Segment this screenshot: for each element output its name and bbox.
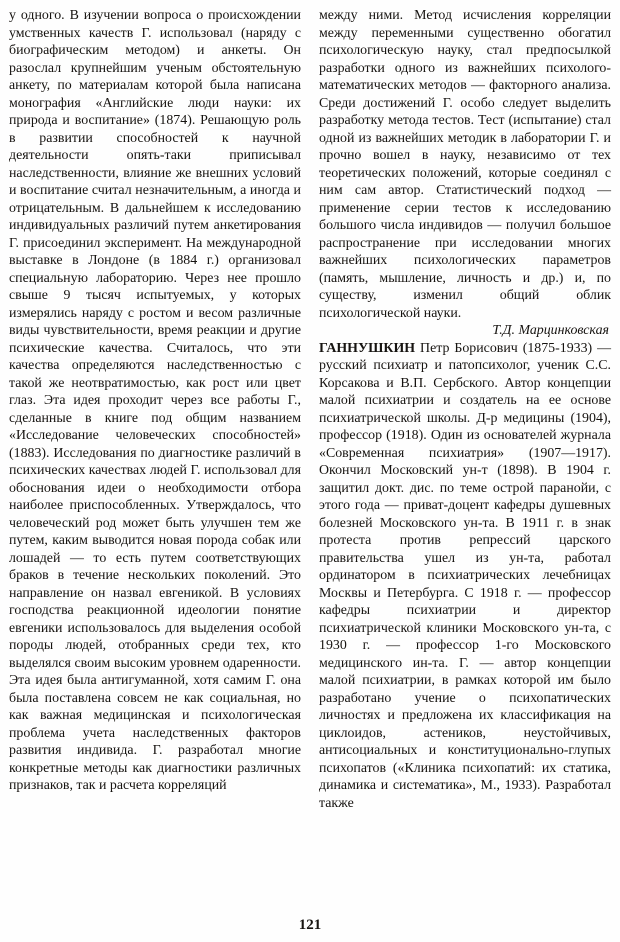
entry-headword: ГАННУШКИН	[319, 340, 416, 356]
page-number: 121	[298, 917, 322, 933]
article-galton-end: между ними. Метод исчисления корреляции между переменными существенно обогатил психологическую науку, стал предпосылкой разработки одного из важнейших психолого-математических методов — факторного анализа. Среди достижений Г. особо следует выделить разработку метода тестов. Тест (испытание) стал одной из важнейших методик в лаборатории Г. и прочно вошел в науку, независимо от тех теоретических положений, которые соединял с ним сам автор. Статистический подход — применение серии тестов к исследованию большого числа индивидов — получил большое распространение при исследовании многих важнейших психологических параметров (память, мышление, личность и др.) и, по существу, изменил общий облик психологической науки.	[319, 8, 611, 321]
left-column	[9, 7, 301, 812]
entry-gannushkin	[319, 340, 611, 813]
author-signature: Т.Д. Марцинковская	[492, 323, 609, 338]
text-columns	[9, 7, 611, 812]
entry-body: Петр Борисович (1875-1933) — русский психиатр и патопсихолог, ученик С.С. Корсакова и В.П. Сербского. Автор концепции малой психиатрии и создатель на ее основе психиатрической школы. Д-р медицины (1904), профессор (1918). Один из основателей журнала «Современная психиатрия» (1907—1917). Окончил Московский ун-т (1898). В 1904 г. защитил докт. дис. по теме острой паранойи, с этого года — приват-доцент кафедры душевных болезней Московского ун-та. В 1911 г. в знак протеста против репрессий царского правительства ушел из ун-та, работал ординатором в психиатрических лечебницах Москвы и Петербурга. С 1918 г. — профессор кафедры психиатрии и директор психиатрической клиники Московского ун-та, с 1930 г. — профессор 1-го Московского медицинского ин-та. Г. — автор концепции малой психиатрии, в рамках которой им было разработано учение о психопатических личностях и предложена их классификация на циклоидов, астеников, неустойчивых, антисоциальных и конституционально-глупых психопатов («Клиника психопатий: их статика, динамика и систематика», М., 1933). Разработал также	[319, 340, 611, 811]
right-column	[319, 7, 611, 812]
article-galton-continuation: у одного. В изучении вопроса о происхождении умственных качеств Г. использовал (наряду с биографическим методом) и анкеты. Он разослал крупнейшим ученым обстоятельную анкету, по материалам которой была написана монография «Английские люди науки: их природа и воспитание» (1874). Решающую роль в развитии способностей к научной деятельности опять-таки приписывал наследственности, влияние же внешних условий и воспитание считал незначительным, а иногда и отрицательным. В дальнейшем к исследованию индивидуальных различий путем анкетирования Г. присоединил эксперимент. На международной выставке в Лондоне (в 1884 г.) организовал специальную лабораторию. Через нее прошло свыше 9 тысяч испытуемых, у которых измерялись наряду с ростом и весом различные виды чувствительности, время реакции и другие психические качества. Считалось, что эти качества определяются наследственностью с такой же неотвратимостью, как рост или цвет глаз. Эта идея проходит через все работы Г., сделанные в книге под общим названием «Исследование человеческих способностей» (1883). Исследования по диагностике различий в психических качествах людей Г. использовал для обоснования идеи о необходимости отбора наиболее приспособленных. Утверждалось, что человеческий род может быть улучшен тем же путем, каким выводится новая порода собак или лошадей — то есть путем соответствующих браков в течение нескольких поколений. Это направление он назвал евгеникой. В условиях господства реакционной идеологии понятие евгеники использовалось для выделения особой породы людей, отобранных среди тех, кто выделялся своим высоким уровнем одаренности. Эта идея была антигуманной, хотя самим Г. она была поставлена совсем не как социальная, но как важная медицинская и психологическая проблема учета наследственных факторов развития индивида. Г. разработал многие конкретные методы как диагностики различных признаков, так и расчета корреляций	[9, 8, 301, 793]
